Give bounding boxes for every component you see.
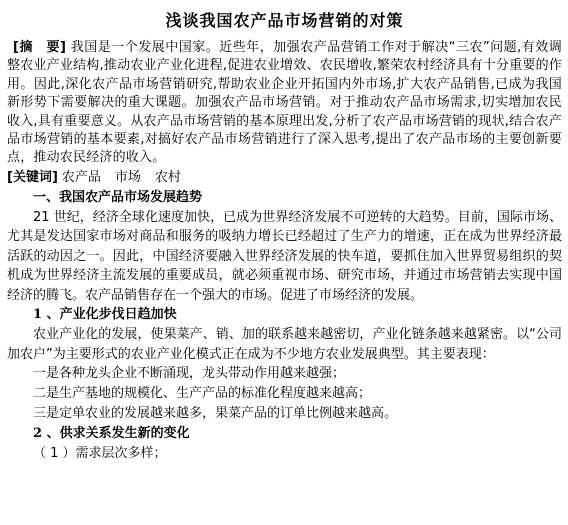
list-item: （ 1 ）需求层次多样；	[33, 446, 167, 462]
section-heading-1: 一、我国农产品市场发展趋势	[33, 189, 203, 205]
keyword-1: 农产品	[61, 169, 101, 185]
keywords-label: [关键词]	[7, 169, 58, 185]
subsection-heading-1: 1 、产业化步伐日趋加快	[33, 307, 177, 323]
keyword-2: 市场	[114, 169, 141, 185]
list-item: 三是定单农业的发展越来越多，果菜产品的订单比例越来越高。	[33, 406, 398, 422]
keywords	[7, 168, 562, 188]
abstract	[7, 39, 562, 168]
keyword-3: 农村	[154, 169, 181, 185]
subsection-heading-2: 2 、供求关系发生新的变化	[33, 426, 190, 442]
list-item: 二是生产基地的规模化、生产产品的标准化程度越来越高；	[33, 386, 372, 402]
abstract-text: 我国是一个发展中国家。近些年，加强农产品营销工作对于解决“三农”问题,有效调整农业产业结构,推动农业产业化进程,促进农业增效、农民增收,繁荣农村经济具有十分重要的作用。因此,深化农产品市场营销研究,帮助农业企业开拓国内外市场,扩大农产品销售,已成为我国新形势下需要解决的重大课题。加强农产品市场营销。对于推动农产品市场需求,切实增加农民收入,具有重要意义。从农产品市场营销的基本原理出发,分析了农产品市场营销的现状,结合农产品市场营销的基本要素,对搞好农产品市场营销进行了深入思考,提出了农产品市场的主要创新要点，推动农民经济的收入。	[7, 40, 563, 166]
article-title: 浅谈我国农产品市场营销的对策	[165, 11, 404, 30]
section-1-paragraph: 21 世纪，经济全球化速度加快，已成为世界经济发展不可逆转的大趋势。目前，国际市场、尤其是发达国家市场对商品和服务的吸纳力增长已经超过了生产力的增速，正在成为世界经济最活跃的动因之一。因此，中国经济要融入世界经济发展的快车道，要抓住加入世界贸易组织的契机成为世界经济主流发展的重要成员，就必须重视市场、研究市场，并通过市场营销去实现中国经济的腾飞。农产品销售存在一个强大的市场。促进了市场经济的发展。	[7, 209, 562, 303]
abstract-label: [摘 要]	[13, 40, 67, 55]
list-item: 一是各种龙头企业不断涌现，龙头带动作用越来越强；	[33, 366, 346, 382]
subsection-1-paragraph: 农业产业化的发展，使果菜产、销、加的联系越来越密切，产业化链条越来越紧密。以“公司加农户”为主要形式的农业产业化模式正在成为不少地方农业发展典型。其主要表现：	[7, 327, 562, 362]
